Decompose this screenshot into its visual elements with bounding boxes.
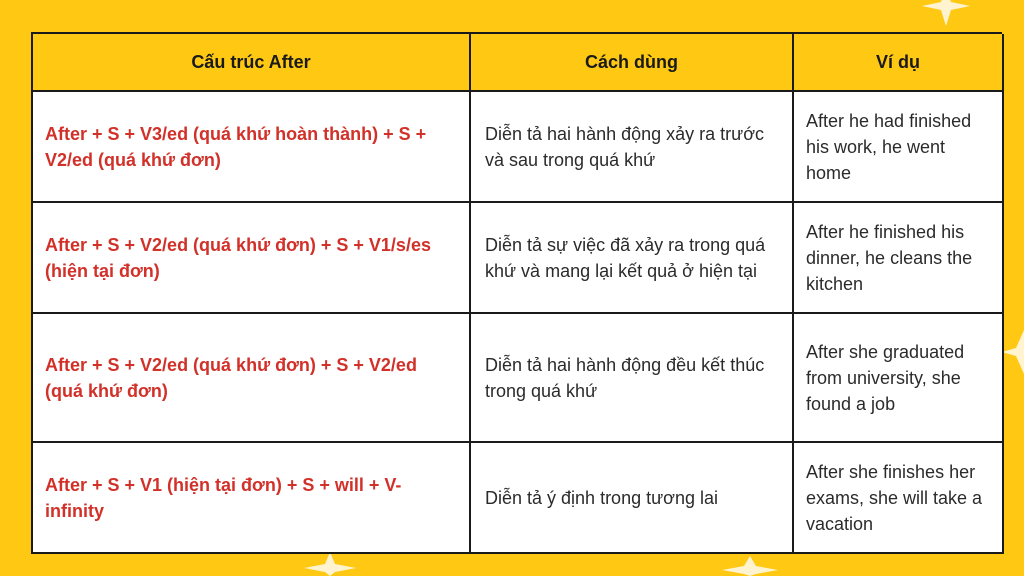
sparkle-icon [918,0,974,26]
row-4-usage: Diễn tả ý định trong tương lai [471,443,794,554]
row-3-usage: Diễn tả hai hành động đều kết thúc trong quá khứ [471,314,794,443]
after-structure-table [31,32,1002,554]
header-example: Ví dụ [794,34,1004,92]
sparkle-icon [1002,330,1024,374]
row-2-structure: After + S + V2/ed (quá khứ đơn) + S + V1/s/es (hiện tại đơn) [33,203,471,314]
row-1-usage: Diễn tả hai hành động xảy ra trước và sau trong quá khứ [471,92,794,203]
header-structure: Cấu trúc After [33,34,471,92]
row-1-structure: After + S + V3/ed (quá khứ hoàn thành) + S + V2/ed (quá khứ đơn) [33,92,471,203]
row-2-example: After he finished his dinner, he cleans the kitchen [794,203,1004,314]
row-1-example: After he had finished his work, he went home [794,92,1004,203]
header-usage: Cách dùng [471,34,794,92]
row-3-structure: After + S + V2/ed (quá khứ đơn) + S + V2/ed (quá khứ đơn) [33,314,471,443]
row-4-example: After she finishes her exams, she will take a vacation [794,443,1004,554]
sparkle-icon [720,556,780,576]
row-3-example: After she graduated from university, she found a job [794,314,1004,443]
row-2-usage: Diễn tả sự việc đã xảy ra trong quá khứ và mang lại kết quả ở hiện tại [471,203,794,314]
row-4-structure: After + S + V1 (hiện tại đơn) + S + will + V-infinity [33,443,471,554]
sparkle-icon [300,552,360,576]
